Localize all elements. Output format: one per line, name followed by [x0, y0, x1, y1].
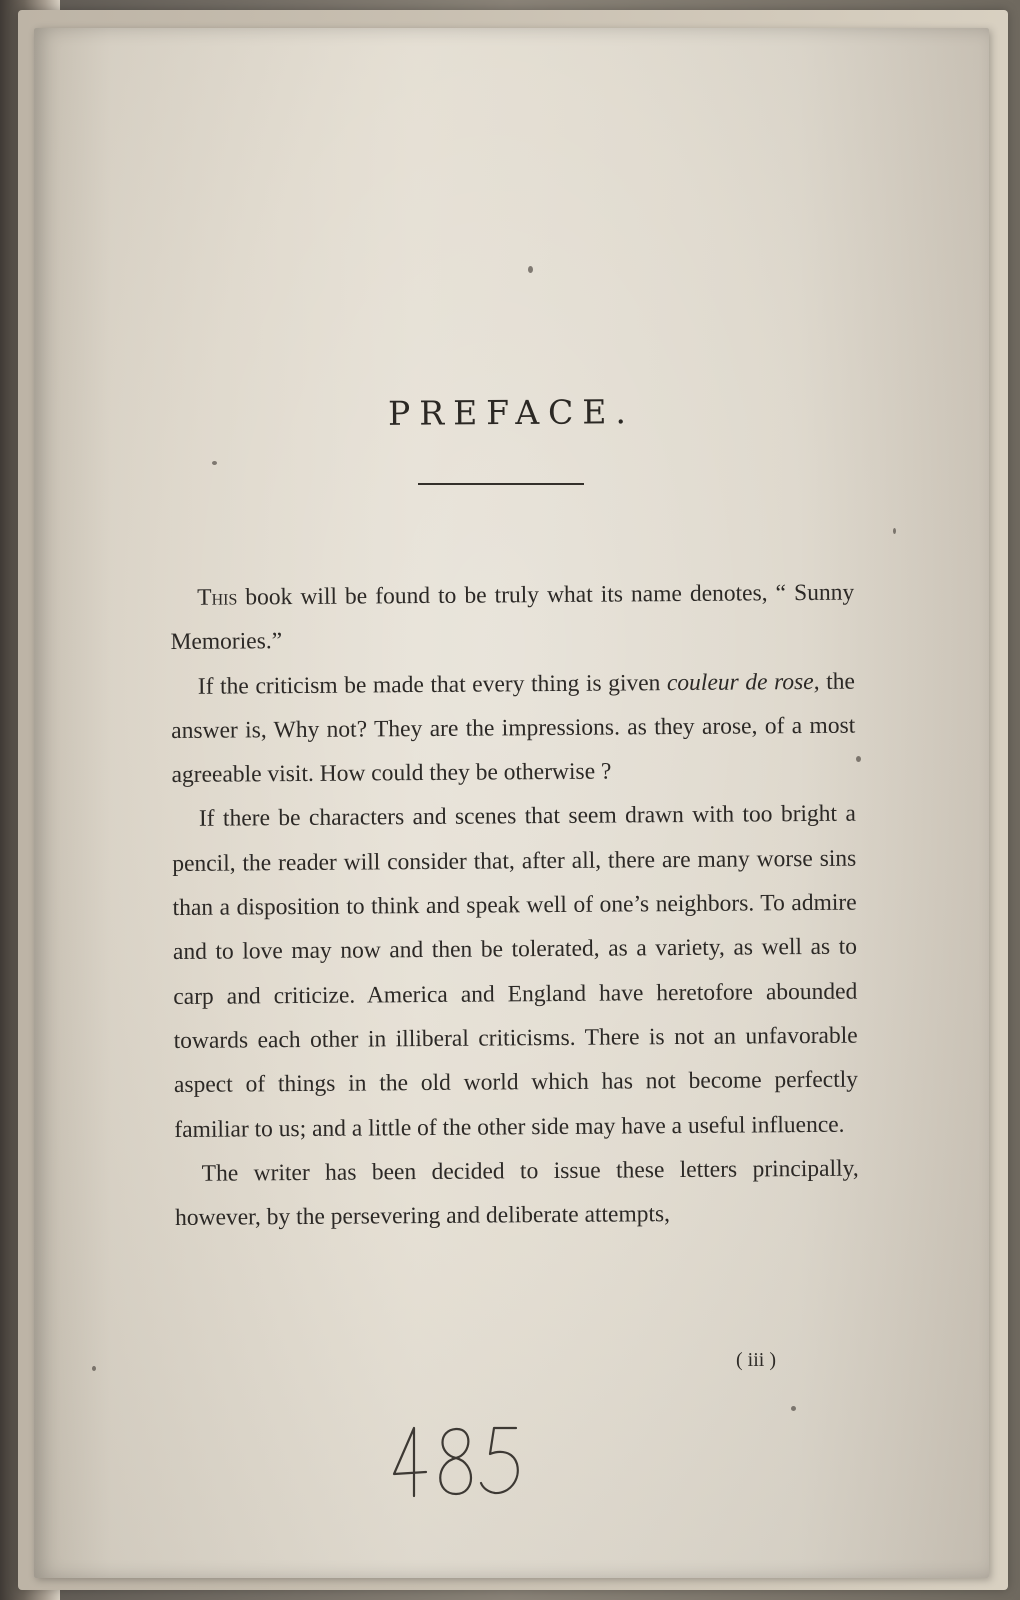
- paragraph-2-text-end: the answer is, Why not? They are the impressions. as they arose, of a most agreeable visit. How could they be otherwise ?: [171, 668, 856, 789]
- book-page: [34, 28, 989, 1578]
- paragraph-1: [170, 571, 855, 665]
- paragraph-4: The writer has been decided to issue these letters principally, however, by the persevering and deliberate attempts,: [174, 1155, 859, 1232]
- paper-speck: [791, 1406, 796, 1411]
- page-title: PREFACE.: [387, 392, 636, 433]
- preface-body: [170, 571, 859, 1241]
- paragraph-2-italic-phrase: couleur de rose,: [666, 668, 820, 696]
- page-number: ( iii ): [736, 1349, 776, 1371]
- handwritten-digit-8: [440, 1429, 471, 1494]
- handwritten-digit-5: [481, 1428, 518, 1493]
- paper-speck: [893, 528, 896, 534]
- paper-speck: [212, 461, 217, 465]
- paragraph-1-lead: This: [197, 584, 238, 611]
- paper-speck: [856, 756, 861, 762]
- title-rule: [418, 483, 584, 485]
- handwritten-note: [384, 1420, 524, 1500]
- paragraph-2: [171, 659, 856, 797]
- paper-speck: [528, 266, 533, 273]
- handwritten-digit-4: [394, 1428, 426, 1496]
- paragraph-2-text-start: If the criticism be made that every thing is given: [197, 669, 668, 700]
- paragraph-3: If there be characters and scenes that seem drawn with too bright a pencil, the reader will consider that, after all, there are many worse sins than a disposition to think and speak well of one’s neighbors. To admire and to love may now and then be tolerated, as a variety, as well as to carp and criticize. America and England have heretofore abounded towards each other in illiberal criticisms. There is not an unfavorable aspect of things in the old world which has not become perfectly familiar to us; and a little of the other side may have a useful influence.: [172, 801, 859, 1143]
- paragraph-1-text: book will be found to be truly what its name denotes, “ Sunny Memories.”: [170, 579, 855, 656]
- paper-speck: [92, 1366, 96, 1371]
